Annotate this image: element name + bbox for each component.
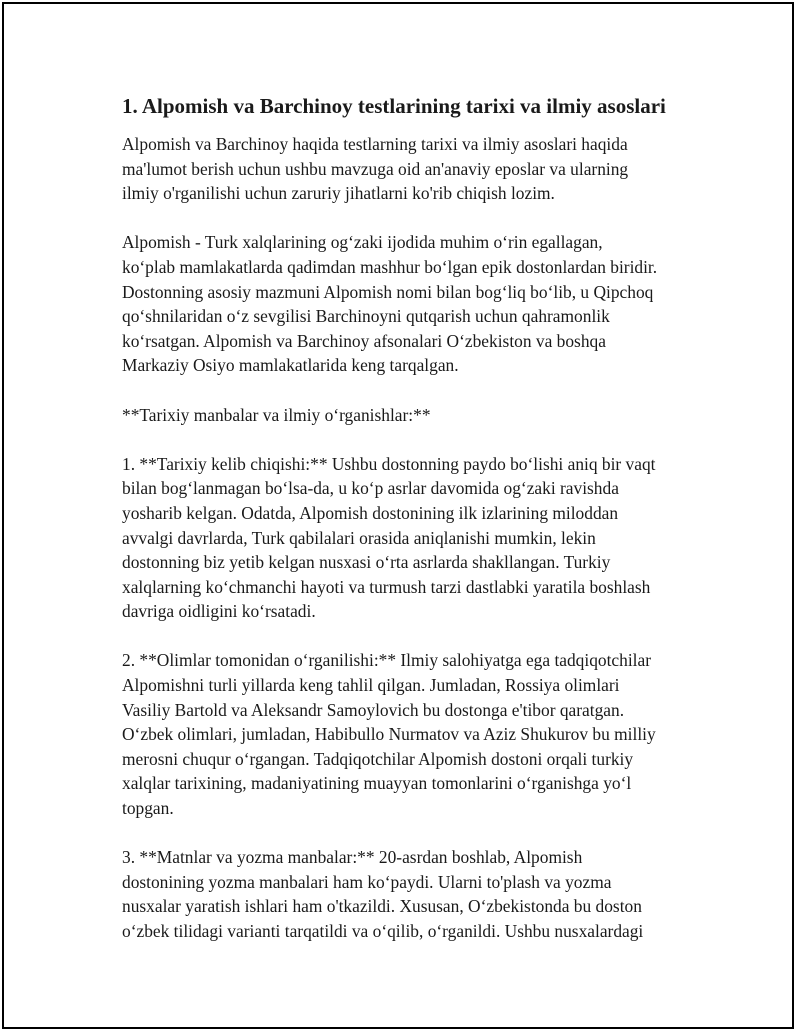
text-line: Alpomishni turli yillarda keng tahlil qilgan. Jumladan, Rossiya olimlari xyxy=(122,675,620,696)
text-line: Markaziy Osiyo mamlakatlarida keng tarqalgan. xyxy=(122,355,459,376)
text-line: ma'lumot berish uchun ushbu mavzuga oid an'anaviy eposlar va ularning xyxy=(122,158,629,179)
section-heading xyxy=(122,403,702,428)
page-frame xyxy=(2,2,794,1029)
text-line: ko‘plab mamlakatlarda qadimdan mashhur bo‘lgan epik dostonlardan biridir. xyxy=(122,256,658,277)
text-line: yosharib kelgan. Odatda, Alpomish dostonining ilk izlarining miloddan xyxy=(122,502,619,523)
text-line: o‘zbek tilidagi varianti tarqatildi va o‘qilib, o‘rganildi. Ushbu nusxalardagi xyxy=(122,921,644,941)
text-line: avvalgi davrlarda, Turk qabilalari orasida aniqlanishi mumkin, lekin xyxy=(122,527,596,548)
text-line: ilmiy o'rganilishi uchun zaruriy jihatlarni ko'rib chiqish lozim. xyxy=(122,183,555,204)
text-line: nusxalar yaratish ishlari ham o'tkazildi. Xususan, O‘zbekistonda bu doston xyxy=(122,896,642,917)
text-line: 1. **Tarixiy kelib chiqishi:** Ushbu dostonning paydo bo‘lishi aniq bir vaqt xyxy=(122,453,656,474)
text-line: 2. **Olimlar tomonidan o‘rganilishi:** Ilmiy salohiyatga ega tadqiqotchilar xyxy=(122,650,652,671)
text-line: 3. **Matnlar va yozma manbalar:** 20-asrdan boshlab, Alpomish xyxy=(122,847,583,868)
paragraph-intro xyxy=(122,132,702,206)
text-line: Alpomish - Turk xalqlarining og‘zaki ijodida muhim o‘rin egallagan, xyxy=(122,232,603,253)
text-line: topgan. xyxy=(122,798,174,819)
text-line: Alpomish va Barchinoy haqida testlarning tarixi va ilmiy asoslari haqida xyxy=(122,134,628,154)
text-line: ko‘rsatgan. Alpomish va Barchinoy afsonalari O‘zbekiston va boshqa xyxy=(122,330,606,351)
text-line: davriga oidligini ko‘rsatadi. xyxy=(122,601,316,622)
text-line: O‘zbek olimlari, jumladan, Habibullo Nurmatov va Aziz Shukurov bu milliy xyxy=(122,724,656,745)
text-line: Dostonning asosiy mazmuni Alpomish nomi bilan bog‘liq bo‘lib, u Qipchoq xyxy=(122,281,654,302)
text-line: bilan bog‘lanmagan bo‘lsa-da, u ko‘p asrlar davomida og‘zaki ravishda xyxy=(122,478,619,499)
paragraph-item-1 xyxy=(122,452,702,624)
text-line: xalqlarning ko‘chmanchi hayoti va turmush tarzi dastlabki yaratila boshlash xyxy=(122,576,651,597)
text-line: xalqlar tarixining, madaniyatining muayyan tomonlarini o‘rganishga yo‘l xyxy=(122,773,632,794)
text-line: qo‘shnilaridan o‘z sevgilisi Barchinoyni qutqarish uchun qahramonlik xyxy=(122,306,610,327)
text-line: **Tarixiy manbalar va ilmiy o‘rganishlar:** xyxy=(122,404,431,425)
text-line: dostonining yozma manbalari ham ko‘paydi. Ularni to'plash va yozma xyxy=(122,871,612,892)
text-line: Vasiliy Bartold va Aleksandr Samoylovich bu dostonga e'tibor qaratgan. xyxy=(122,699,625,720)
paragraph-item-3 xyxy=(122,845,702,943)
paragraph-item-2 xyxy=(122,648,702,820)
document-title: 1. Alpomish va Barchinoy testlarining tarixi va ilmiy asoslari xyxy=(122,94,666,118)
paragraph-alpomish xyxy=(122,230,702,378)
document-body xyxy=(122,92,702,968)
text-line: merosni chuqur o‘rgangan. Tadqiqotchilar Alpomish dostoni orqali turkiy xyxy=(122,748,634,769)
text-line: dostonning biz yetib kelgan nusxasi o‘rta asrlarda shakllangan. Turkiy xyxy=(122,552,611,573)
